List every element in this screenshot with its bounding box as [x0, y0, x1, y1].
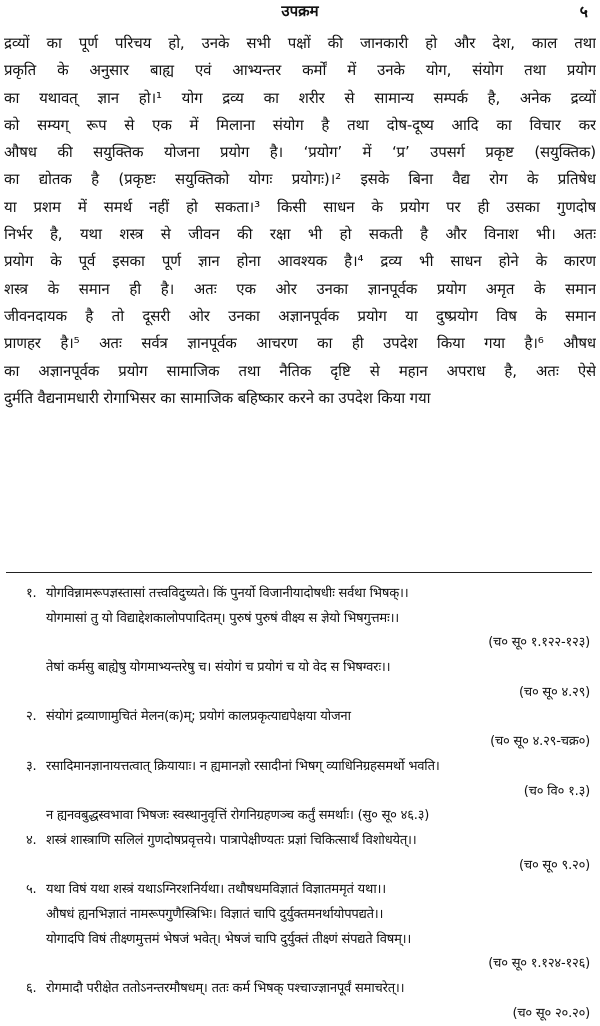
- body-line: जीवनदायक है तो दूसरी ओर उनका अज्ञानपूर्वक प्रयोग या दुष्प्रयोग विष के समान: [4, 306, 596, 325]
- body-line: शस्त्र के समान ही है। अतः एक ओर उनका ज्ञानपूर्वक प्रयोग अमृत के समान: [4, 279, 596, 298]
- footnote-number: ५.: [26, 882, 37, 898]
- footnote-reference: (च० सू० १.१२४-१२६): [488, 956, 590, 972]
- footnote-reference: (च० सू० ४.२९): [519, 684, 590, 700]
- footnote-text: औषधं ह्यनभिज्ञातं नामरूपगुणैस्त्रिभिः। विज्ञातं चापि दुर्युक्तमनर्थायोपपद्यते।।: [46, 906, 384, 922]
- footnote-text: संयोगं द्रव्याणामुचितं मेलन(क)म्; प्रयोगं कालप्रकृत्याद्यपेक्षया योजना: [46, 709, 351, 725]
- footnote-text: योगविन्नामरूपज्ञस्तासां तत्त्वविदुच्यते। किं पुनर्यो विजानीयादोषधीः सर्वथा भिषक्।।: [46, 586, 409, 601]
- body-text: [4, 30, 596, 412]
- footnote-number: २.: [26, 709, 37, 725]
- page-header: [0, 0, 600, 26]
- footnote-text: रोगमादौ परीक्षेत ततोऽनन्तरमौषधम्। ततः कर्म भिषक् पश्चाज्ज्ञानपूर्वं समाचरेत्।।: [46, 981, 405, 996]
- footnote-item: [0, 705, 600, 730]
- page-number: ५: [579, 2, 588, 21]
- footnote-reference: (च० सू० २०.२०): [512, 1005, 590, 1021]
- body-line: द्रव्यों का पूर्ण परिचय हो, उनके सभी पक्षों की जानकारी हो और देश, काल तथा: [4, 34, 596, 52]
- body-line: औषध की सयुक्तिक योजना प्रयोग है। ‘प्रयोग’ में ‘प्र’ उपसर्ग प्रकृष्ट (सयुक्तिक): [4, 143, 596, 162]
- footnote-continuation: [0, 804, 600, 829]
- footnote-reference: (च० सू० ९.२०): [519, 857, 590, 873]
- footnote-text: तेषां कर्मसु बाह्येषु योगमाभ्यन्तरेषु च। संयोगं च प्रयोगं च यो वेद स भिषग्वरः।।: [46, 660, 391, 676]
- footnote-item: [0, 755, 600, 780]
- footnote-text: यथा विषं यथा शस्त्रं यथाऽग्निरशनिर्यथा। तथौषधमविज्ञातं विज्ञातममृतं यथा।।: [46, 882, 386, 898]
- body-line: का यथावत् ज्ञान हो।¹ योग द्रव्य का शरीर से सामान्य सम्पर्क है, अनेक द्रव्यों: [4, 88, 596, 107]
- footnote-continuation: [0, 607, 600, 632]
- footnote-number: ३.: [26, 758, 37, 774]
- body-line: का द्योतक है (प्रकृष्टः सयुक्तिको योगः प्रयोगः)।² इसके बिना वैद्य रोग के प्रतिषेध: [4, 170, 596, 189]
- footnote-text: न ह्यनवबुद्धस्वभावा भिषजः स्वस्थानुवृत्तिं रोगनिग्रहणञ्च कर्तुं समर्थाः। (सु० सू० ४६.३): [46, 808, 430, 824]
- footnote-reference: (च० सू० १.१२२-१२३): [488, 635, 590, 651]
- body-line: प्राणहर है।⁵ अतः सर्वत्र ज्ञानपूर्वक आचरण का ही उपदेश किया गया है।⁶ औषध: [4, 334, 596, 353]
- footnote-divider: [6, 572, 592, 573]
- footnote-continuation: [0, 903, 600, 928]
- body-line: निर्भर है, यथा शस्त्र से जीवन की रक्षा भी हो सकती है और विनाश भी। अतः: [4, 225, 596, 244]
- footnote-item: [0, 582, 600, 607]
- footnote-item: [0, 977, 600, 1002]
- footnote-text: योगादपि विषं तीक्ष्णमुत्तमं भेषजं भवेत्। भेषजं चापि दुर्युक्तं तीक्ष्णं संपद्यते विषम्।।: [46, 931, 412, 947]
- body-line: प्रकृति के अनुसार बाह्य एवं आभ्यन्तर कर्मों में उनके योग, संयोग तथा प्रयोग: [4, 61, 596, 80]
- body-line: को सम्यग् रूप से एक में मिलाना संयोग है तथा दोष-दूष्य आदि का विचार कर: [4, 115, 596, 134]
- page-title: उपक्रम: [281, 2, 319, 20]
- footnotes: [0, 582, 600, 1026]
- body-line: या प्रशम में समर्थ नहीं हो सकता।³ किसी साधन के प्रयोग पर ही उसका गुणदोष: [4, 197, 596, 216]
- footnote-continuation: [0, 928, 600, 953]
- footnote-item: [0, 878, 600, 903]
- footnote-number: ६.: [26, 981, 37, 996]
- body-line: प्रयोग के पूर्व इसका पूर्ण ज्ञान होना आवश्यक है।⁴ द्रव्य भी साधन होने के कारण: [4, 252, 596, 271]
- footnote-continuation: [0, 656, 600, 681]
- footnote-number: १.: [26, 586, 37, 601]
- footnote-item: [0, 829, 600, 854]
- footnote-number: ४.: [26, 832, 37, 848]
- footnote-reference: (च० सू० ४.२९-चक्र०): [490, 734, 590, 750]
- footnote-text: योगमासां तु यो विद्याद्देशकालोपपादितम्। पुरुषं पुरुषं वीक्ष्य स ज्ञेयो भिषगुत्तमः।।: [46, 610, 400, 626]
- footnote-reference: (च० वि० १.३): [523, 783, 590, 799]
- footnote-text: रसादिमानज्ञानायत्तत्वात् क्रियायाः। न ह्यमानज्ञो रसादीनां भिषग् व्याधिनिग्रहसमर्थो भवति।: [46, 758, 440, 774]
- body-line: का अज्ञानपूर्वक प्रयोग सामाजिक तथा नैतिक दृष्टि से महान अपराध है, अतः ऐसे: [4, 361, 596, 380]
- body-line: दुर्मति वैद्यनामधारी रोगाभिसर का सामाजिक बहिष्कार करने का उपदेश किया गया: [4, 388, 431, 407]
- footnote-text: शस्त्रं शास्त्राणि सलिलं गुणदोषप्रवृत्तये। पात्रापेक्षीण्यतः प्रज्ञां चिकित्सार्थं विशोधयेत्।।: [46, 832, 417, 848]
